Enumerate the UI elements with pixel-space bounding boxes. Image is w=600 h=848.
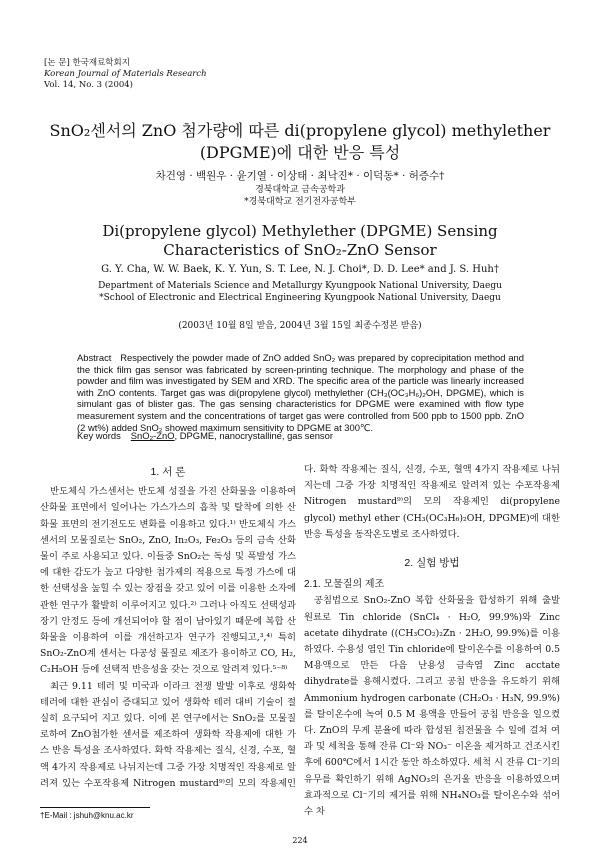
journal-header: [44, 58, 207, 91]
intro-paragraph-2: 최근 9.11 테러 및 미국과 이라크 전쟁 발발 이후로 생화학 테러에 대한 관심이 증대되고 있어 생화학 테러 대비 기술이 절실히 요구되어 지고 있다. 이에 본 연구에서는 SnO₂를 모물질로하여 ZnO첨가한 센서를 제조하여 생화학 작용제에 대한 가스 반응 특성을 조사하였다. 화학 작용제는 질식, 신경, 수포, 혈액 4가지 작용제로 나뉘지는데 그중 가장 치명적인 작용제로 알려져 있는 수포작용제 Nitrogen mustard⁹⁾의 모의 작용제인: [40, 680, 296, 789]
intro-paragraph-1: 반도체식 가스센서는 반도체 성질을 가진 산화물을 이용하여 산화물 표면에서 일어나는 가스가스의 흡착 및 탈착에 의한 산화물 표면의 전기전도도 변화를 이용하고 있다.¹⁾ 반도체식 가스센서의 모물질로는 SnO₂, ZnO, In₂O₃, Fe₂O₃ 등의 금속 산화물이 주로 사용되고 있다. 이들중 SnO₂는 독성 및 폭발성 가스에 대한 감도가 높고 다양한 첨가제의 적용으로 특정 가스에 대한 선택성을 높힐 수 있는 장점을 갖고 있어 이를 이용한 소자에 관한 연구가 활발히 이루어지고 있다.²⁾ 그러나 아직도 선택성과 장기 안정도 등에 개선되어야 할 점이 남아있기 때문에 복합 산화물을 이용하여 이를 개선하고자 연구가 진행되고,³,⁴⁾ 특히 SnO₂-ZnO계 센서는 다공성 물질로 제조가 용이하고 CO, H₂, C₂H₅OH 등에 선택적 반응성을 갖는 것으로 알려져 있다.⁵⁻⁸⁾: [40, 486, 296, 676]
title-en-line2: Characteristics of SnO₂-ZnO Sensor: [163, 241, 437, 259]
title-ko-line1: SnO₂센서의 ZnO 첨가량에 따른 di(propylene glycol) methylether: [49, 121, 551, 140]
abstract: [77, 352, 524, 433]
right-column: [304, 462, 560, 820]
section-method-title: 2. 실험 방법: [404, 557, 460, 570]
affiliations-english: [0, 280, 600, 304]
affiliation-ko-2: *경북대학교 전기전자공학부: [244, 197, 356, 207]
footnote-divider: [40, 807, 150, 808]
title-korean: [0, 120, 600, 164]
subsection-2-1-title: 2.1. 모물질의 제조: [304, 579, 385, 591]
affiliation-en-2: *School of Electronic and Electrical Engineering Kyungpook National University, Daegu: [99, 293, 501, 303]
method-paragraph-1: 공침법으로 SnO₂-ZnO 복합 산화물을 합성하기 위해 출발 원료로 Tin chloride (SnCl₄ · H₂O, 99.9%)와 Zinc acetate dihydrate ((CH₃CO₂)₂Zn · 2H₂O, 99.9%)를 이용하였다. 수용성 염인 Tin chloride에 탈이온수를 이용하여 0.5 M용액으로 만든 다음 난용성 금속염 Zinc acctate dihydrate를 용해시켰다. 그리고 공침 반응을 유도하기 위해 Ammonium hydrogen carbonate (CH₂O₃ · H₃N, 99.9%)를 탈이온수에 녹여 0.5 M 용액을 만들어 공침 반응을 일으켰다. ZnO의 무게 분율에 따라 합성된 침전물을 수 일에 걸쳐 여과 및 세척을 통해 잔류 Cl⁻와 NO₃⁻ 이온을 제거하고 건조시킨 후에 600℃에서 1시간 동안 하소하였다. 세척 시 잔류 Cl⁻기의 유무를 확인하기 위해 AgNO₃의 은거울 반응을 이용하였으며 효과적으로 Cl⁻기의 제거를 위해 NH₄NO₃를 탈이온수와 섞어 수 차: [304, 595, 560, 818]
section-introduction-title: 1. 서 론: [150, 466, 186, 478]
affiliation-ko-1: 경북대학교 금속공학과: [255, 185, 345, 195]
abstract-text: Respectively the powder made of ZnO added SnO₂ was prepared by coprecipitation method and the thick film gas sensor was fabricated by screen-printing technique. The morphology and phase of the powder and film was investigated by SEM and XRD. The specific area of the particle was linearly increased with ZnO contents. Target gas was di(propylene glycol) methylether (CH₃(OC₃H₆)₂OH, DPGME), which is simulant gas of blister gas. The gas sensing characteristics for DPGME were examined with flow type measurement system and the concentrations of target gas were controlled from 500 ppb to 1500 ppb. ZnO (2 wt%) added SnO₂ showed maximum sensitivity to DPGME at 300℃.: [77, 352, 524, 433]
keywords-rest: , DPGME, nanocrystalline, gas sensor: [174, 430, 333, 441]
authors-korean: 차건영 · 백원우 · 윤기열 · 이상태 · 최낙진* · 이덕동* · 허증수†: [155, 170, 445, 182]
title-english: [0, 222, 600, 260]
intro-paragraph-2-continued: 다. 화학 작용제는 질식, 신경, 수포, 혈액 4가지 작용제로 나뉘지는데 그중 가장 치명적인 작용제로 알려져 있는 수포작용제 Nitrogen mustard⁹⁾의 모의 작용제인 di(propylene glycol) methyl ether (CH₃(OC₃H₆)₂OH, DPGME)에 대한 반응 특성을 동작온도별로 조사하였다.: [304, 464, 560, 540]
journal-name-ko: [논 문] 한국재료학회지: [44, 58, 130, 68]
keyword-first: SnO₂-ZnO: [130, 430, 175, 441]
authors-english: G. Y. Cha, W. W. Baek, K. Y. Yun, S. T. Lee, N. J. Choi*, D. D. Lee* and J. S. Huh†: [101, 264, 499, 275]
title-en-line1: Di(propylene glycol) Methylether (DPGME) Sensing: [102, 222, 498, 240]
affiliation-en-1: Department of Materials Science and Metallurgy Kyungpook National University, Daegu: [98, 281, 502, 291]
journal-name-en: Korean Journal of Materials Research: [44, 69, 207, 79]
keywords-label: Key words: [77, 430, 121, 441]
keywords: [77, 430, 524, 441]
footnote-email: †E-Mail : jshuh@knu.ac.kr: [40, 811, 134, 820]
received-dates: (2003년 10월 8일 받음, 2004년 3월 15일 최종수정본 받음): [178, 321, 422, 331]
journal-volume: Vol. 14, No. 3 (2004): [44, 80, 134, 90]
abstract-label: Abstract: [77, 352, 112, 363]
affiliations-korean: [0, 184, 600, 208]
page-number: 224: [292, 836, 308, 845]
title-ko-line2: (DPGME)에 대한 반응 특성: [199, 143, 401, 162]
left-column: [40, 462, 296, 792]
